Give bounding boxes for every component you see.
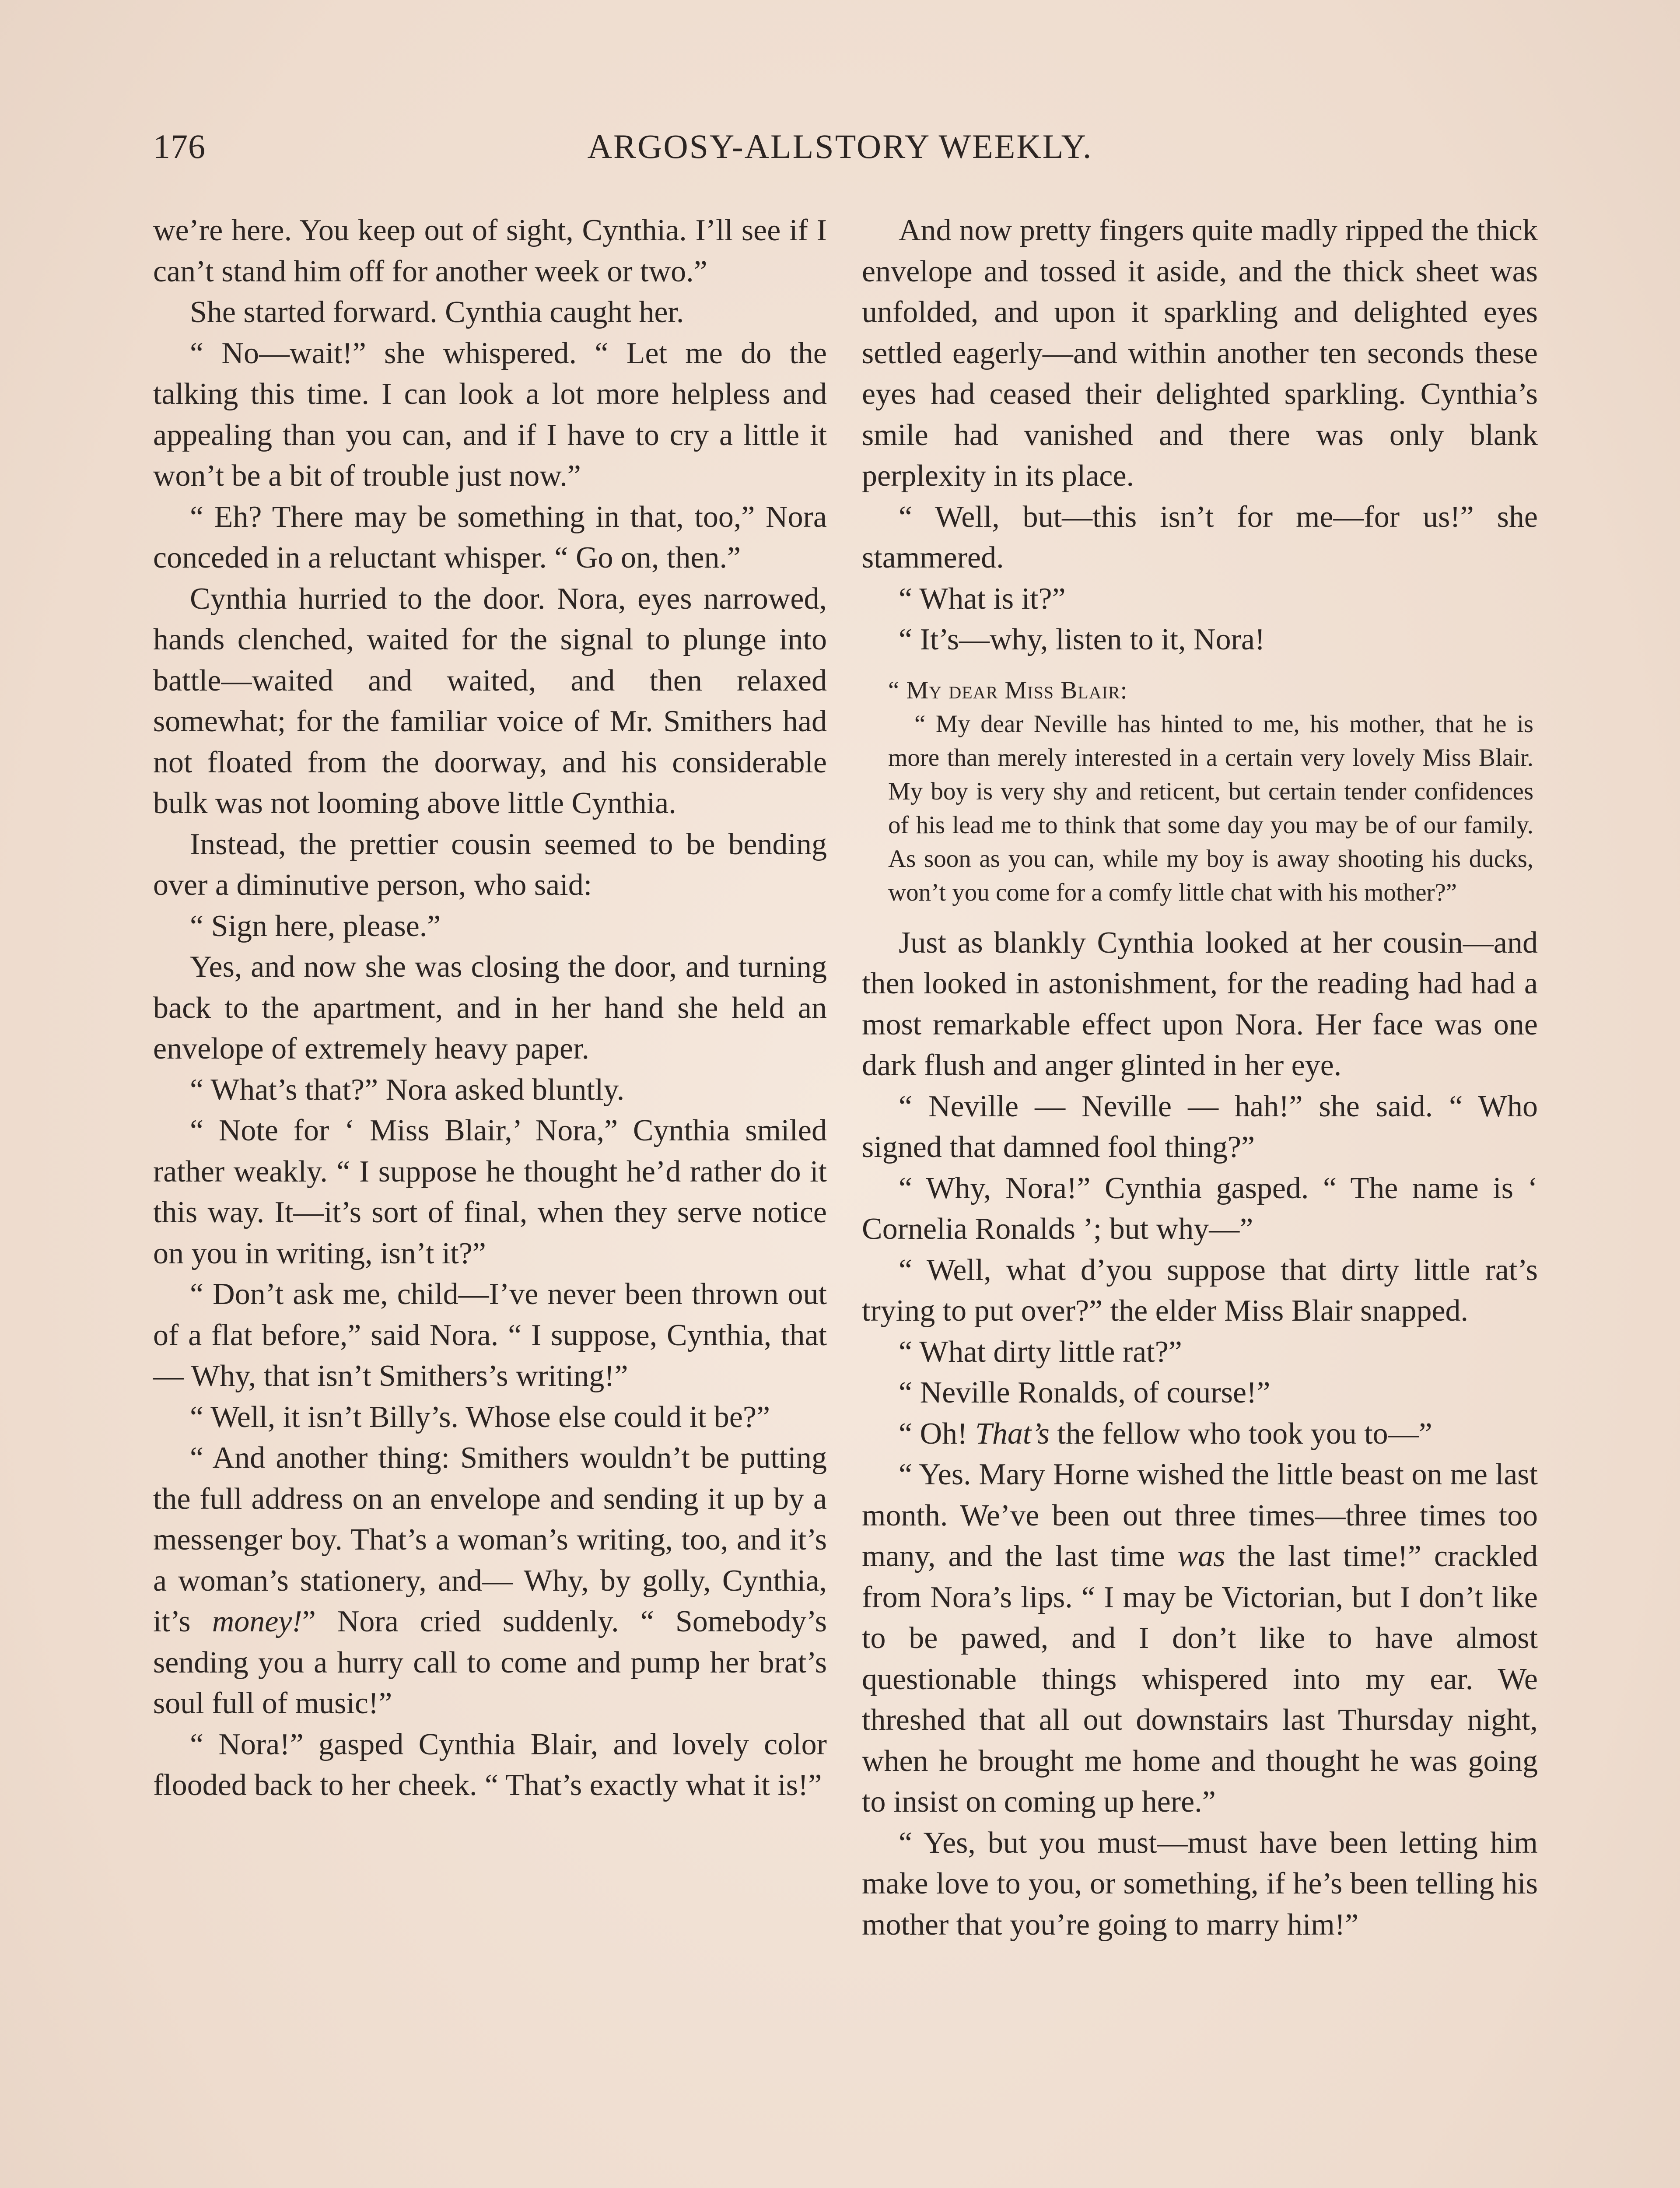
text-run: ” Nora cried suddenly. “ Somebody’s sending you a hurry call to come and pump her brat’s soul full of music!” bbox=[153, 1605, 827, 1720]
quoted-letter bbox=[888, 673, 1533, 909]
paragraph: Yes, and now she was closing the door, and turning back to the apartment, and in her hand she held an envelope of extremely heavy paper. bbox=[153, 950, 827, 1066]
page-number: 176 bbox=[153, 127, 206, 165]
running-head: ARGOSY-ALLSTORY WEEKLY. bbox=[587, 127, 1093, 165]
paragraph: “ Neville Ronalds, of course!” bbox=[899, 1376, 1270, 1410]
paragraph: She started forward. Cynthia caught her. bbox=[190, 295, 684, 329]
paragraph: “ Well, it isn’t Billy’s. Whose else could it be?” bbox=[190, 1400, 770, 1434]
paragraph: “ Why, Nora!” Cynthia gasped. “ The name is ‘ Cornelia Ronalds ’; but why—” bbox=[862, 1171, 1538, 1246]
paragraph: “ What dirty little rat?” bbox=[899, 1335, 1182, 1369]
paragraph: “ No—wait!” she whispered. “ Let me do the talking this time. I can look a lot more helpless and appealing than you can, and if I have to cry a little it won’t be a bit of trouble just now.” bbox=[153, 336, 827, 493]
paragraph: “ Well, but—this isn’t for me—for us!” she stammered. bbox=[862, 500, 1538, 575]
text-run: the fellow who took you to—” bbox=[1049, 1417, 1432, 1451]
paragraph bbox=[862, 1454, 1538, 1823]
paragraph: Cynthia hurried to the door. Nora, eyes narrowed, hands clenched, waited for the signal to plunge into battle—waited and waited, and then relaxed somewhat; for the familiar voice of Mr. Smithers had not floated from the doorway, and his considerable bulk was not looming above little Cynthia. bbox=[153, 582, 827, 820]
paragraph: “ Sign here, please.” bbox=[190, 909, 441, 943]
text-run: the last time!” crackled from Nora’s lips. “ I may be Victorian, but I don’t like to be pawed, and I don’t like to have almost questionable things whispered into my ear. We threshed that all out downstairs last Thursday night, when he brought me home and thought he was going to insist on coming up here.” bbox=[862, 1539, 1538, 1819]
paragraph: “ Yes, but you must—must have been letting him make love to you, or something, if he’s been telling his mother that you’re going to marry him!” bbox=[862, 1826, 1538, 1942]
paragraph: “ Don’t ask me, child—I’ve never been thrown out of a flat before,” said Nora. “ I suppose, Cynthia, that— Why, that isn’t Smithers’s writing!” bbox=[153, 1277, 827, 1393]
paragraph: Just as blankly Cynthia looked at her cousin—and then looked in astonishment, for the reading had had a most remarkable effect upon Nora. Her face was one dark flush and anger glinted in her eye. bbox=[862, 926, 1538, 1082]
paragraph: “ What is it?” bbox=[899, 582, 1066, 616]
italic-text: was bbox=[1177, 1539, 1225, 1573]
paragraph: Instead, the prettier cousin seemed to be bending over a diminutive person, who said: bbox=[153, 827, 827, 902]
paragraph bbox=[153, 1438, 827, 1724]
paragraph: “ Nora!” gasped Cynthia Blair, and lovely color flooded back to her cheek. “ That’s exactly what it is!” bbox=[153, 1727, 827, 1802]
paragraph: “ Well, what d’you suppose that dirty little rat’s trying to put over?” the elder Miss Blair snapped. bbox=[862, 1253, 1538, 1328]
paragraph: “ Neville — Neville — hah!” she said. “ Who signed that damned fool thing?” bbox=[862, 1089, 1538, 1164]
paragraph: And now pretty fingers quite madly ripped the thick envelope and tossed it aside, and the thick sheet was unfolded, and upon it sparkling and delighted eyes settled eagerly—and within another ten seconds these eyes had ceased their delighted sparkling. Cynthia’s smile had vanished and there was only blank perplexity in its place. bbox=[862, 214, 1538, 493]
italic-text: That’s bbox=[975, 1417, 1050, 1451]
letter-body: “ My dear Neville has hinted to me, his mother, that he is more than merely interested in a certain very lovely Miss Blair. My boy is very shy and reticent, but certain tender confidences of his lead me to think that some day you may be of our family. As soon as you can, while my boy is away shooting his ducks, won’t you come for a comfy little chat with his mother?” bbox=[888, 710, 1533, 906]
paragraph: “ Note for ‘ Miss Blair,’ Nora,” Cynthia smiled rather weakly. “ I suppose he thought he’d rather do it this way. It—it’s sort of final, when they serve notice on you in writing, isn’t it?” bbox=[153, 1114, 827, 1270]
text-run: “ Yes. Mary Horne wished the little beast on me last month. We’ve been out three times—three times too many, and the last time bbox=[862, 1458, 1538, 1573]
page-header bbox=[153, 127, 1527, 175]
italic-text: money! bbox=[212, 1605, 302, 1638]
text-run: “ Oh! bbox=[899, 1417, 975, 1451]
text-run: “ And another thing: Smithers wouldn’t be putting the full address on an envelope and sending it up by a messenger boy. That’s a woman’s writing, too, and it’s a woman’s stationery, and— Why, by golly, Cynthia, it’s bbox=[153, 1441, 827, 1638]
paragraph: we’re here. You keep out of sight, Cynthia. I’ll see if I can’t stand him off for another week or two.” bbox=[153, 214, 827, 288]
paragraph: “ What’s that?” Nora asked bluntly. bbox=[190, 1073, 625, 1107]
paragraph: “ It’s—why, listen to it, Nora! bbox=[899, 623, 1265, 656]
paragraph: “ Eh? There may be something in that, too,” Nora conceded in a reluctant whisper. “ Go on, then.” bbox=[153, 500, 827, 575]
paragraph bbox=[862, 1413, 1538, 1455]
letter-salutation: “ My dear Miss Blair: bbox=[888, 676, 1128, 704]
right-column bbox=[862, 210, 1538, 1945]
left-column bbox=[153, 210, 827, 1806]
